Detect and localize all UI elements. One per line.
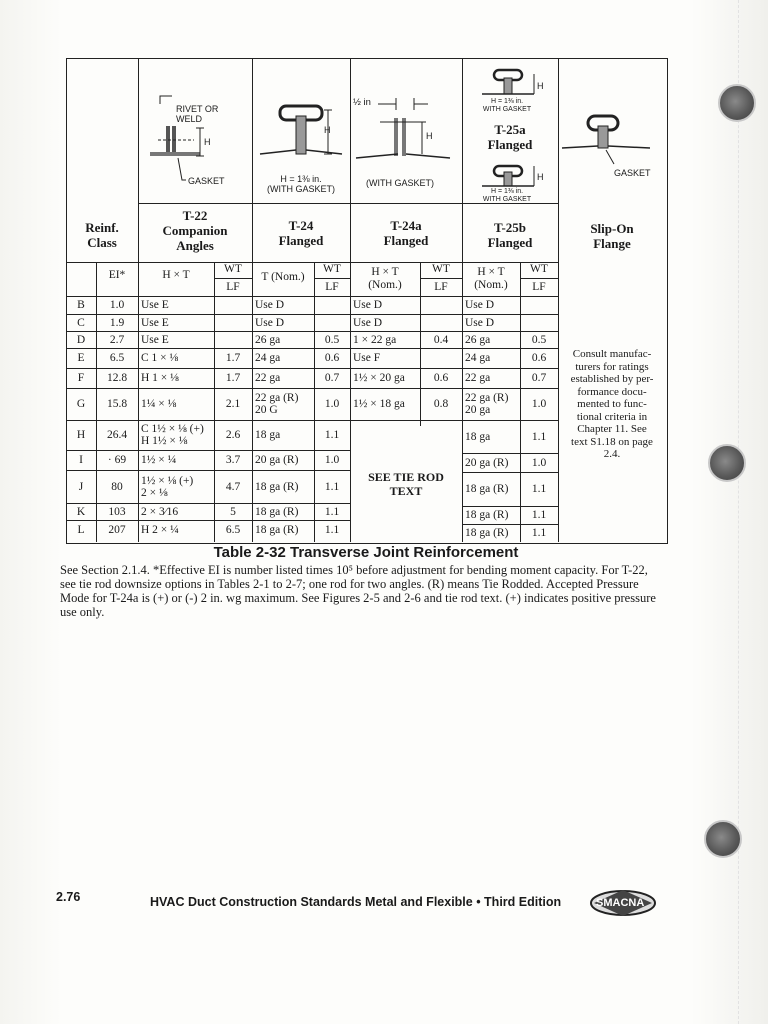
table-cell-t24awt: 0.6 (433, 372, 449, 384)
table-cell-t24: 18 ga (255, 429, 281, 441)
table-cell-t22wt (214, 331, 252, 348)
tie-rod-note: SEE TIE ROD TEXT (368, 470, 444, 498)
table-cell-t25bwt: 1.1 (531, 509, 547, 521)
table-cell-t25bwt (520, 314, 558, 331)
table-cell-t22: Use E (141, 299, 169, 311)
table-cell-ei: 15.8 (106, 398, 128, 410)
table-cell-cls: E (77, 352, 85, 364)
t25b-hxt-header: H × T (Nom.) (474, 266, 508, 291)
table-cell-t24: 24 ga (255, 352, 281, 364)
table-cell-t22wt: 6.5 (225, 524, 241, 536)
binding-hole (708, 444, 746, 482)
table-cell-ei: 26.4 (106, 429, 128, 441)
table-cell-t25b: 22 ga (R) 20 ga (465, 392, 509, 416)
smacna-logo (590, 888, 656, 918)
t24a-figure (350, 66, 462, 202)
header-t25b: T-25b Flanged (487, 220, 533, 250)
table-cell-cls: H (76, 429, 86, 441)
table-cell-t25b: Use D (465, 299, 495, 311)
table-cell-ei: 6.5 (109, 352, 125, 364)
table-cell-t24a: 1½ × 20 ga (353, 372, 405, 384)
h-label: H (537, 172, 544, 182)
binding-hole (718, 84, 756, 122)
t22-lf-header: LF (226, 281, 240, 293)
table-cell-t22wt: 2.6 (225, 429, 241, 441)
table-cell-ei: 80 (111, 480, 123, 493)
table-cell-cls: F (77, 372, 85, 384)
table-cell-t22: H 2 × ¼ (141, 524, 179, 536)
header-t24: T-24 Flanged (278, 218, 324, 248)
table-cell-t25bwt: 0.6 (531, 352, 547, 364)
table-cell-t25bwt (520, 296, 558, 314)
table-cell-t25bwt: 1.1 (531, 430, 547, 443)
t25b-gasket-note: H = 1⅜ in. WITH GASKET (482, 188, 532, 203)
table-cell-t25bwt: 0.7 (531, 372, 547, 384)
h-label: H (537, 81, 544, 91)
table-cell-t24wt (314, 296, 350, 314)
gasket-label: GASKET (188, 176, 225, 186)
table-cell-t22wt: 3.7 (225, 454, 241, 466)
table-cell-t24awt (420, 503, 462, 520)
smacna-logo-text: SMACNA (596, 897, 645, 909)
table-cell-t24awt: 0.4 (433, 333, 449, 346)
table-cell-t24awt (420, 348, 462, 368)
table-cell-t24a (353, 450, 420, 470)
table-cell-t25bwt: 0.5 (531, 333, 547, 346)
table-cell-t24: 22 ga (255, 372, 281, 384)
table-cell-t22: 1¼ × ⅛ (141, 398, 177, 410)
table-cell-t22wt: 1.7 (225, 352, 241, 364)
table-cell-t24a: 1 × 22 ga (353, 333, 397, 346)
table-cell-t24wt: 0.5 (324, 333, 340, 346)
table-cell-t24awt (420, 314, 462, 331)
table-cell-t24awt (420, 450, 462, 470)
t22-wt-header: WT (224, 263, 242, 275)
t24a-wt-header: WT (432, 263, 450, 275)
table-cell-t24a: Use D (353, 316, 383, 329)
table-cell-t24a: Use F (353, 352, 381, 364)
table-cell-t24wt: 1.0 (324, 398, 340, 410)
t24a-lf-header: LF (434, 281, 448, 293)
table-cell-t24a: 1½ × 18 ga (353, 398, 405, 410)
table-cell-ei: · 69 (107, 454, 127, 466)
t24-wt-header: WT (323, 263, 341, 275)
table-cell-t24awt (420, 296, 462, 314)
table-cell-t24a (353, 420, 420, 450)
table-cell-cls: L (77, 524, 85, 536)
table-cell-t22wt: 1.7 (225, 372, 241, 384)
t22-figure (138, 66, 252, 202)
table-cell-t25b: 24 ga (465, 352, 491, 364)
t24-lf-header: LF (325, 281, 339, 293)
table-cell-t22wt (214, 314, 252, 331)
table-cell-t22: 1½ × ¼ (141, 454, 177, 466)
half-inch-label: ½ in (353, 97, 371, 108)
table-cell-t24: Use D (255, 299, 285, 311)
t25-figure (462, 62, 558, 202)
header-reinf-class: Reinf. Class (85, 220, 119, 250)
table-cell-ei: 1.9 (109, 316, 125, 329)
table-caption: Table 2-32 Transverse Joint Reinforcement (213, 544, 519, 561)
table-cell-t24a (353, 503, 420, 520)
table-cell-t22: C 1½ × ⅛ (+) H 1½ × ⅛ (141, 423, 204, 447)
table-cell-t22: Use E (141, 316, 169, 329)
table-cell-t24wt (314, 314, 350, 331)
table-cell-cls: I (79, 454, 83, 466)
table-cell-t24a (353, 520, 420, 540)
table-cell-t25b: 22 ga (465, 372, 491, 384)
table-cell-ei: 207 (108, 524, 126, 536)
table-cell-t24wt: 1.1 (324, 480, 340, 493)
table-cell-t22wt: 5 (230, 505, 236, 518)
slipon-figure (558, 66, 666, 202)
slipon-drawing (558, 66, 666, 202)
table-cell-t24wt: 1.1 (324, 429, 340, 441)
h-label: H (204, 137, 211, 147)
page-number: 2.76 (56, 890, 81, 904)
table-cell-t25bwt: 1.0 (531, 398, 547, 410)
page-edge-marks (738, 0, 759, 1024)
table-cell-t25bwt: 1.0 (531, 456, 547, 469)
h-label: H (324, 125, 331, 135)
t24-figure (252, 66, 350, 202)
t22-hxt-header: H × T (162, 269, 190, 281)
table-cell-t22: 2 × 3⁄16 (141, 505, 179, 518)
table-cell-cls: D (76, 333, 86, 346)
t24-gasket-note: H = 1⅜ in. (WITH GASKET) (267, 174, 335, 194)
slipon-gasket-label: GASKET (614, 168, 651, 178)
table-cell-t24wt: 0.7 (324, 372, 340, 384)
t24-t-header: T (Nom.) (261, 271, 305, 283)
table-cell-t24: 18 ga (R) (255, 505, 299, 518)
table-cell-cls: C (77, 316, 85, 329)
table-cell-t24: 26 ga (255, 333, 281, 346)
table-cell-ei: 1.0 (109, 299, 125, 311)
table-cell-ei: 2.7 (109, 333, 125, 346)
table-cell-t24: 20 ga (R) (255, 454, 299, 466)
table-cell-t24: 22 ga (R) 20 G (255, 392, 299, 416)
table-cell-t22: H 1 × ⅛ (141, 372, 179, 384)
rivet-weld-label: RIVET OR WELD (176, 104, 219, 124)
table-cell-ei: 103 (108, 505, 126, 518)
table-cell-t25b: 20 ga (R) (465, 456, 509, 469)
h-label: H (426, 131, 433, 141)
t24a-gasket-note: (WITH GASKET) (366, 178, 434, 188)
table-cell-t24a: Use D (353, 299, 383, 311)
table-cell-t22wt (214, 296, 252, 314)
table-cell-t25b: 18 ga (R) (465, 527, 509, 539)
table-cell-t24: 18 ga (R) (255, 524, 299, 536)
t25b-lf-header: LF (532, 281, 546, 293)
table-cell-t22: Use E (141, 333, 169, 346)
table-cell-cls: G (76, 398, 86, 410)
table-cell-ei: 12.8 (106, 372, 128, 384)
table-cell-t25bwt: 1.1 (531, 527, 547, 539)
table-cell-t24wt: 1.1 (324, 524, 340, 536)
table-cell-cls: B (77, 299, 85, 311)
table-cell-t24awt: 0.8 (433, 398, 449, 410)
header-t24a: T-24a Flanged (383, 218, 429, 248)
table-cell-t24wt: 1.0 (324, 454, 340, 466)
table-notes: See Section 2.1.4. *Effective EI is number listed times 10⁵ before adjustment for bending moment capacity. For T-22, see tie rod downsize options in Tables 2-1 to 2-7; one rod for two angles. (R) means Tie Rodded. Accepted Pressure Mode for T-24a is (+) or (-) 2 in. wg maximum. See Figures 2-5 and 2-6 and tie rod text. (+) indicates positive pressure use only. (60, 563, 656, 619)
ei-header: EI* (108, 269, 126, 281)
t25a-title: T-25a Flanged (487, 122, 533, 152)
table-cell-t22: 1½ × ⅛ (+) 2 × ⅛ (141, 474, 194, 499)
table-cell-t24: 18 ga (R) (255, 480, 299, 493)
table-cell-t24: Use D (255, 316, 285, 329)
t25b-wt-header: WT (530, 263, 548, 275)
header-slipon: Slip-On Flange (590, 221, 634, 251)
table-cell-t25b: 26 ga (465, 333, 491, 346)
table-cell-t24awt (420, 420, 462, 450)
slipon-note: Consult manufac- turers for ratings established by per- formance docu- mented to func- tional criteria in Chapter 11. See text S1.18 on page 2.4. (570, 348, 654, 460)
table-cell-t25b: 18 ga (465, 430, 491, 443)
table-cell-cls: K (76, 505, 86, 518)
table-cell-t25b: 18 ga (R) (465, 483, 509, 495)
table-cell-t24wt: 1.1 (324, 505, 340, 518)
header-t22: T-22 Companion Angles (162, 208, 228, 253)
table-cell-t25b: Use D (465, 316, 495, 329)
t24a-hxt-header: H × T (Nom.) (368, 266, 402, 291)
binding-hole (704, 820, 742, 858)
table-cell-t24wt: 0.6 (324, 352, 340, 364)
table-cell-cls: J (78, 480, 84, 493)
t25a-gasket-note: H = 1⅜ in. WITH GASKET (482, 98, 532, 113)
footer-title: HVAC Duct Construction Standards Metal and Flexible • Third Edition (150, 895, 562, 909)
table-cell-t25b: 18 ga (R) (465, 509, 509, 521)
table-cell-t25bwt: 1.1 (531, 483, 547, 495)
table-cell-t24awt (420, 520, 462, 540)
table-cell-t22: C 1 × ⅛ (141, 352, 179, 364)
table-cell-t22wt: 2.1 (225, 398, 241, 410)
table-cell-t22wt: 4.7 (225, 480, 241, 493)
